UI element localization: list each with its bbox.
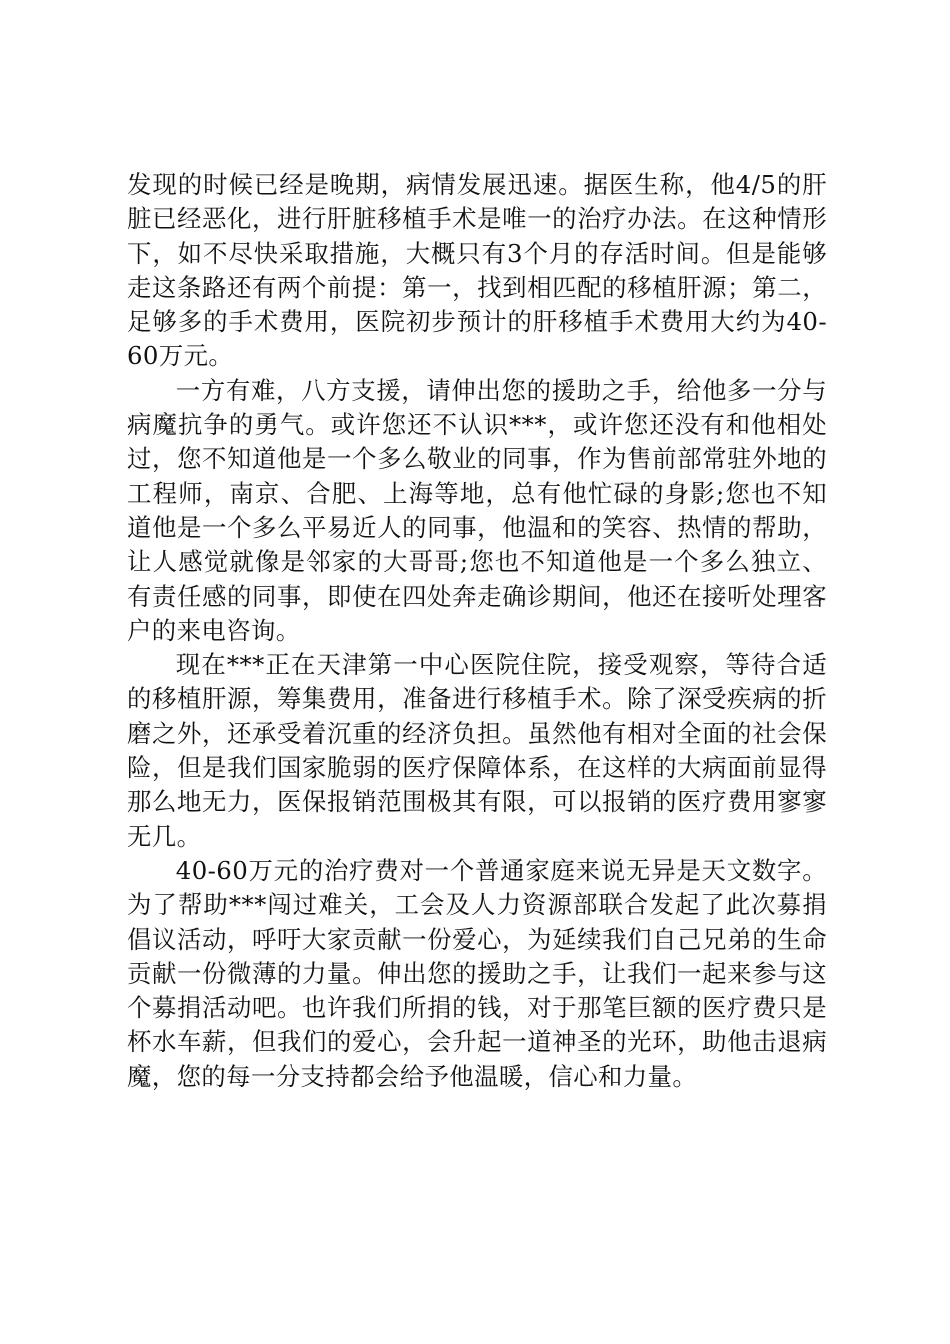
paragraph-appeal: 一方有难，八方支援，请伸出您的援助之手，给他多一分与病魔抗争的勇气。或许您还不认识***，或许您还没有和他相处过，您不知道他是一个多么敬业的同事，作为售前部常驻外地的工程师，南京、合肥、上海等地，总有他忙碌的身影;您也不知道他是一个多么平易近人的同事，他温和的笑容、热情的帮助，让人感觉就像是邻家的大哥哥;您也不知道他是一个多么独立、有责任感的同事，即使在四处奔走确诊期间，他还在接听处理客户的来电咨询。	[127, 375, 827, 645]
paragraph-diagnosis: 发现的时候已经是晚期，病情发展迅速。据医生称，他4/5的肝脏已经恶化，进行肝脏移植手术是唯一的治疗办法。在这种情形下，如不尽快采取措施，大概只有3个月的存活时间。但是能够走这条路还有两个前提：第一，找到相匹配的移植肝源；第二，足够多的手术费用，医院初步预计的肝移植手术费用大约为40-60万元。	[127, 170, 827, 371]
document-body	[127, 168, 827, 1094]
paragraph-hospital-status: 现在***正在天津第一中心医院住院，接受观察，等待合适的移植肝源，筹集费用，准备进行移植手术。除了深受疾病的折磨之外，还承受着沉重的经济负担。虽然他有相对全面的社会保险，但是我们国家脆弱的医疗保障体系，在这样的大病面前显得那么地无力，医保报销范围极其有限，可以报销的医疗费用寥寥无几。	[127, 650, 827, 851]
paragraph-donation-call: 40-60万元的治疗费对一个普通家庭来说无异是天文数字。为了帮助***闯过难关，工会及人力资源部联合发起了此次募捐倡议活动，呼吁大家贡献一份爱心，为延续我们自己兄弟的生命贡献一份微薄的力量。伸出您的援助之手，让我们一起来参与这个募捐活动吧。也许我们所捐的钱，对于那笔巨额的医疗费只是杯水车薪，但我们的爱心，会升起一道神圣的光环，助他击退病魔，您的每一分支持都会给予他温暖，信心和力量。	[127, 855, 827, 1091]
